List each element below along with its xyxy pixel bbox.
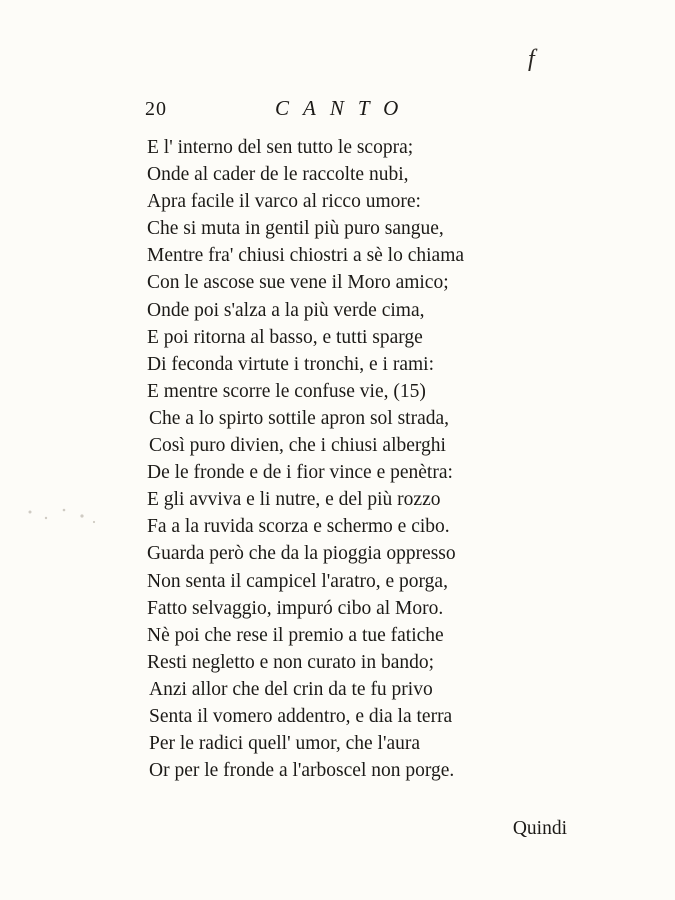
running-head: CANTO [275, 96, 413, 120]
verse-line: Per le radici quell' umor, che l'aura [149, 733, 421, 755]
verse-line: Resti negletto e non curato in bando; [147, 651, 435, 673]
verse-line: Senta il vomero addentro, e dia la terra [149, 705, 453, 727]
verse-line: E l' interno del sen tutto le scopra; [147, 137, 414, 158]
page-header [145, 96, 570, 126]
page-number: 20 [145, 98, 167, 120]
verse-line: E poi ritorna al basso, e tutti sparge [147, 326, 423, 348]
verse-line: E mentre scorre le confuse vie, (15) [147, 380, 426, 402]
verse-line: Così puro divien, che i chiusi alberghi [149, 435, 446, 457]
verse-line: Nè poi che rese il premio a tue fatiche [147, 624, 444, 646]
verse-line: Mentre fra' chiusi chiostri a sè lo chiama [147, 245, 465, 267]
catchword: Quindi [512, 818, 567, 839]
verse-line: Di feconda virtute i tronchi, e i rami: [147, 353, 434, 375]
corner-mark: f [528, 46, 535, 72]
verse-line: Apra facile il varco al ricco umore: [147, 191, 421, 213]
show-through-smudge-icon [20, 500, 100, 530]
verse-line: Onde poi s'alza a la più verde cima, [147, 299, 425, 321]
verse-line: Con le ascose sue vene il Moro amico; [147, 272, 449, 294]
verse-line: Or per le fronde a l'arboscel non porge. [149, 760, 455, 782]
show-through-left [20, 500, 100, 530]
verse-line: Che si muta in gentil più puro sangue, [147, 218, 444, 240]
verse-line: Anzi allor che del crin da te fu privo [149, 678, 433, 700]
verse-line: Che a lo spirto sottile apron sol strada, [149, 407, 450, 429]
verse-line: Fatto selvaggio, impuró cibo al Moro. [147, 597, 444, 619]
verse-line: Onde al cader de le raccolte nubi, [147, 164, 409, 186]
verse-line: De le fronde e de i fior vince e penètra: [147, 462, 453, 484]
verse-block [147, 134, 587, 784]
verse-line: E gli avviva e li nutre, e del più rozzo [147, 489, 441, 511]
verse-line: Non senta il campicel l'aratro, e porga, [147, 570, 448, 592]
verse-line: Fa a la ruvida scorza e schermo e cibo. [147, 516, 450, 538]
verse-line: Guarda però che da la pioggia oppresso [147, 543, 456, 565]
